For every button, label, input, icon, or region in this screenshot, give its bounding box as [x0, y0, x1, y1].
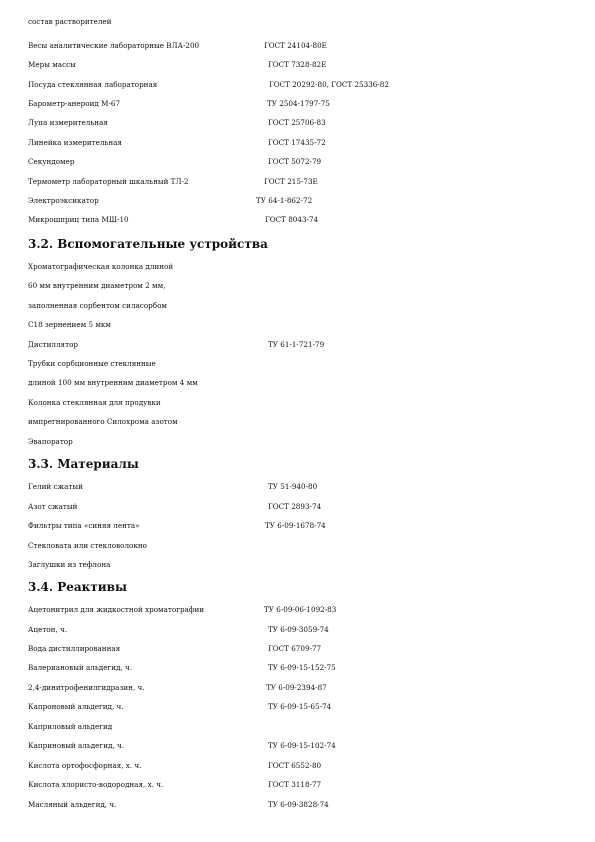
item-name: Термометр лабораторный шкальный ТЛ-2: [28, 177, 189, 186]
list-item: [28, 625, 575, 639]
item-standard: ТУ 51-940-80: [268, 482, 318, 491]
item-name: Каприловый альдегид: [28, 722, 113, 731]
item-name: состав растворителей: [28, 17, 112, 26]
list-item: [28, 702, 575, 716]
item-name: Гелий сжатый: [28, 482, 83, 491]
list-item: [28, 80, 575, 94]
item-name: Барометр-анероид М-67: [28, 99, 121, 108]
item-name: импрегнированного Силохрома азотом: [28, 417, 178, 426]
list-item: [28, 722, 575, 736]
item-name: Вода дистиллированная: [28, 644, 121, 653]
item-standard: ГОСТ 2893-74: [268, 502, 322, 511]
item-name: Капроновый альдегид, ч.: [28, 702, 124, 711]
item-name: Заглушки из тефлона: [28, 560, 111, 569]
list-item: [28, 605, 575, 619]
list-item: [28, 761, 575, 775]
item-standard: ГОСТ 25706-83: [268, 118, 326, 127]
list-item: [28, 118, 575, 132]
item-standard: ГОСТ 6552-80: [268, 761, 322, 770]
item-standard: ТУ 6-09-06-1092-83: [264, 605, 337, 614]
list-item: [28, 663, 575, 677]
item-standard: ГОСТ 5072-79: [268, 157, 322, 166]
item-name: Валериановый альдегид, ч.: [28, 663, 133, 672]
section-heading: 3.4. Реактивы: [28, 580, 128, 594]
list-item: [28, 521, 575, 535]
list-item: [28, 741, 575, 755]
list-item: [28, 196, 575, 210]
item-standard: ГОСТ 8043-74: [265, 215, 319, 224]
item-name: Посуда стеклянная лабораторная: [28, 80, 158, 89]
list-item: [28, 502, 575, 516]
item-standard: ТУ 6-09-1678-74: [265, 521, 326, 530]
item-standard: ТУ 6-09-2394-87: [266, 683, 327, 692]
list-item: [28, 138, 575, 152]
item-name: Меры массы: [28, 60, 76, 69]
list-item: [28, 541, 575, 555]
list-item: [28, 157, 575, 171]
list-item: [28, 41, 575, 55]
item-standard: ТУ 64-1-862-72: [256, 196, 313, 205]
list-item: [28, 17, 575, 31]
item-name: 2,4-динитрофенилгидразин, ч.: [28, 683, 145, 692]
list-item: [28, 177, 575, 191]
list-item: [28, 644, 575, 658]
list-item: [28, 359, 575, 373]
item-name: Каприновый альдегид, ч.: [28, 741, 125, 750]
list-item: [28, 378, 575, 392]
item-standard: ГОСТ 6709-77: [268, 644, 322, 653]
list-item: [28, 215, 575, 229]
item-name: С18 зернением 5 мкм: [28, 320, 111, 329]
item-name: Азот сжатый: [28, 502, 78, 511]
item-name: Эвапоратор: [28, 437, 73, 446]
item-standard: ТУ 2504-1797-75: [267, 99, 330, 108]
item-name: Колонка стеклянная для продувки: [28, 398, 161, 407]
item-standard: ТУ 61-1-721-79: [268, 340, 325, 349]
list-item: [28, 800, 575, 814]
item-standard: ГОСТ 17435-72: [268, 138, 326, 147]
item-name: Линейка измерительная: [28, 138, 122, 147]
item-name: Лупа измерительная: [28, 118, 108, 127]
list-item: [28, 417, 575, 431]
list-item: [28, 340, 575, 354]
list-item: [28, 780, 575, 794]
item-name: Стекловата или стекловолокно: [28, 541, 147, 550]
item-name: Секундомер: [28, 157, 75, 166]
item-name: Дистиллятор: [28, 340, 78, 349]
section-heading: 3.2. Вспомогательные устройства: [28, 237, 268, 251]
item-standard: ТУ 6-09-15-65-74: [268, 702, 332, 711]
item-name: Хроматографическая колонка длиной: [28, 262, 174, 271]
item-name: длиной 100 мм внутренним диаметром 4 мм: [28, 378, 198, 387]
item-name: Микрошприц типа МШ-10: [28, 215, 129, 224]
item-standard: ГОСТ 20292-80, ГОСТ 25336-82: [269, 80, 389, 89]
list-item: [28, 301, 575, 315]
list-item: [28, 398, 575, 412]
list-item: [28, 99, 575, 113]
item-name: Весы аналитические лабораторные ВЛА-200: [28, 41, 200, 50]
item-name: 60 мм внутренним диаметром 2 мм,: [28, 281, 166, 290]
list-item: [28, 60, 575, 74]
item-name: Электроэксикатор: [28, 196, 99, 205]
list-item: [28, 320, 575, 334]
item-name: Кислота ортофосфорная, х. ч.: [28, 761, 142, 770]
item-standard: ГОСТ 24104-80Е: [264, 41, 327, 50]
item-standard: ГОСТ 215-73Е: [264, 177, 318, 186]
list-item: [28, 482, 575, 496]
item-standard: ТУ 6-09-3059-74: [268, 625, 329, 634]
item-standard: ТУ 6-09-3828-74: [268, 800, 329, 809]
list-item: [28, 560, 575, 574]
item-standard: ГОСТ 3118-77: [268, 780, 322, 789]
item-standard: ТУ 6-09-15-152-75: [268, 663, 336, 672]
item-name: Фильтры типа «синяя лента»: [28, 521, 140, 530]
list-item: [28, 262, 575, 276]
list-item: [28, 437, 575, 451]
item-name: Кислота хлористо-водородная, х. ч.: [28, 780, 164, 789]
item-standard: ТУ 6-09-15-102-74: [268, 741, 336, 750]
list-item: [28, 281, 575, 295]
section-heading: 3.3. Материалы: [28, 457, 139, 471]
item-name: Ацетонитрил для жидкостной хроматографии: [28, 605, 205, 614]
item-name: заполненная сорбентом силасорбом: [28, 301, 167, 310]
item-name: Масляный альдегид, ч.: [28, 800, 117, 809]
item-name: Ацетон, ч.: [28, 625, 68, 634]
list-item: [28, 683, 575, 697]
item-standard: ГОСТ 7328-82Е: [268, 60, 327, 69]
item-name: Трубки сорбционные стеклянные: [28, 359, 156, 368]
